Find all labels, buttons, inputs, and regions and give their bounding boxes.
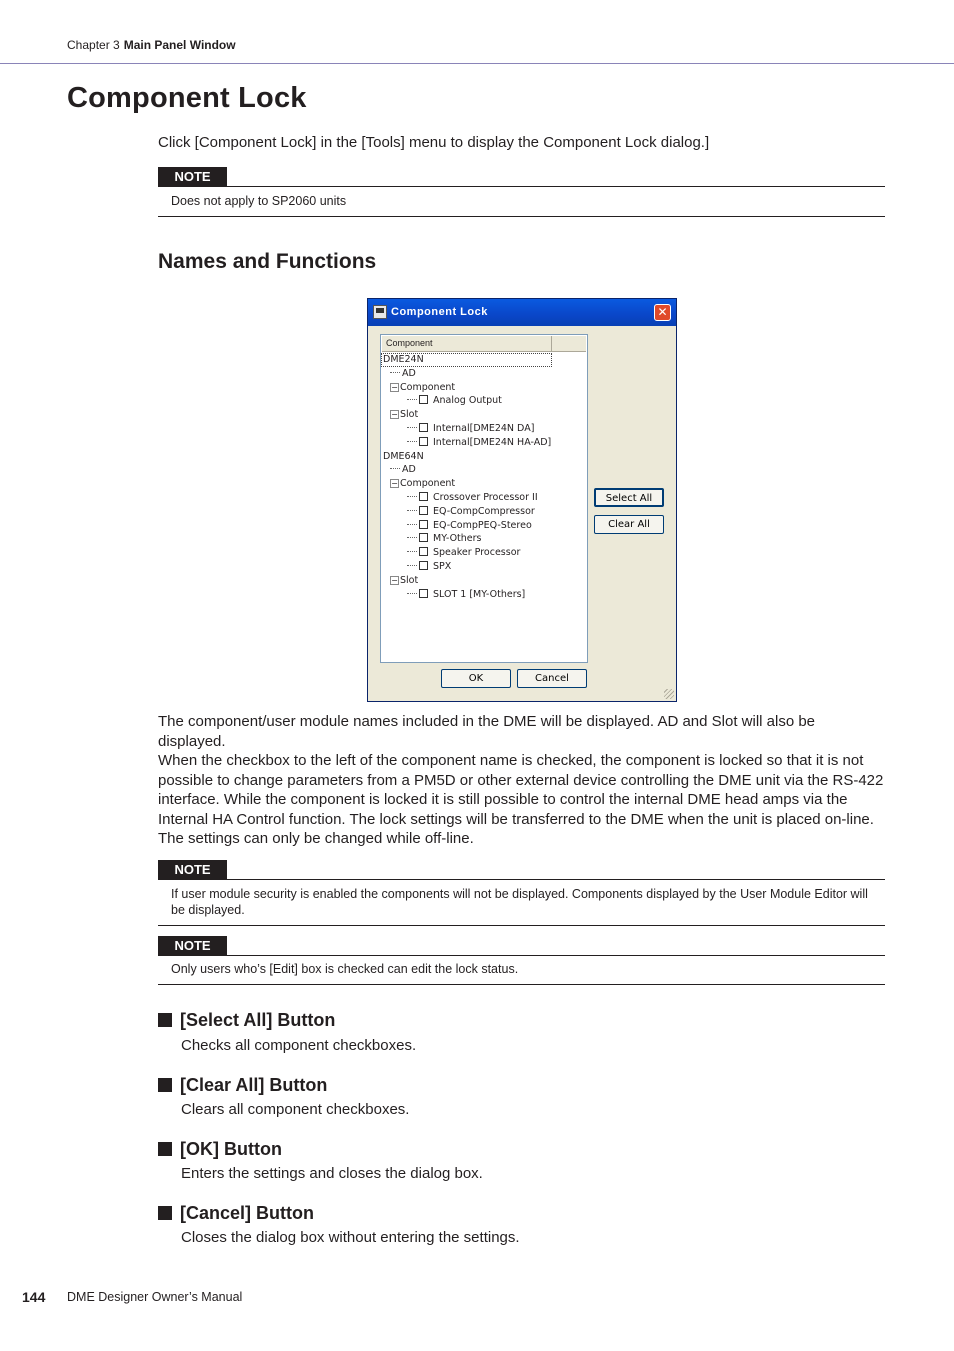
note-rule-bottom xyxy=(158,216,885,217)
tree-item-label: Crossover Processor II xyxy=(433,492,538,503)
tree-item-folder xyxy=(390,408,418,421)
tree-branch-icon xyxy=(407,427,417,428)
tree-item-label: Slot xyxy=(400,574,419,586)
lock-checkbox[interactable] xyxy=(419,423,428,432)
manual-title: DME Designer Owner’s Manual xyxy=(67,1290,243,1304)
tree-item-label: Analog Output xyxy=(433,395,502,407)
tree-item-device xyxy=(383,450,424,463)
clear-all-button[interactable]: Clear All xyxy=(594,515,664,534)
item-title: [Clear All] Button xyxy=(180,1075,328,1095)
tree-item-folder xyxy=(390,477,455,490)
tree-item-label: DME64N xyxy=(383,450,424,462)
select-all-button[interactable]: Select All xyxy=(594,488,664,507)
lock-checkbox[interactable] xyxy=(419,437,428,446)
tree-item-label: Internal[DME24N DA] xyxy=(433,423,535,434)
chapter-header xyxy=(67,38,236,52)
note-label: NOTE xyxy=(158,167,227,187)
square-bullet-icon xyxy=(158,1142,172,1156)
tree-branch-icon xyxy=(407,510,417,511)
body-paragraph: The component/user module names included in the DME will be displayed. AD and Slot will also be displayed. When the checkbox to the left of the component name is checked, the component is locked so that it is not possible to change parameters from a PM5D or other external device controlling the DME unit via the RS-422 interface. While the component is locked it is still possible to control the internal DME head amps via the Internal HA Control function. The lock settings will be transferred to the DME when the unit is placed on-line. The settings can only be changed while off-line. xyxy=(158,713,884,847)
tree-item-leaf xyxy=(390,463,416,476)
tree-branch-icon xyxy=(407,537,417,538)
item-desc-cancel: Closes the dialog box without entering the settings. xyxy=(181,1229,520,1246)
square-bullet-icon xyxy=(158,1206,172,1220)
tree-item-leaf xyxy=(390,367,416,380)
tree-item-check[interactable] xyxy=(407,532,482,545)
tree-item-label: EQ-CompPEQ-Stereo xyxy=(433,519,532,531)
note-text: If user module security is enabled the components will not be displayed. Components displayed by the User Module Editor will be displayed. xyxy=(171,887,868,917)
tree-item-check[interactable] xyxy=(407,519,532,532)
item-heading-ok xyxy=(158,1139,282,1160)
tree-item-label: Component xyxy=(400,478,456,490)
intro-text: Click [Component Lock] in the [Tools] menu to display the Component Lock dialog.] xyxy=(158,134,710,151)
note-1 xyxy=(158,167,885,217)
tree-item-check[interactable] xyxy=(407,588,525,601)
item-desc-clear-all: Clears all component checkboxes. xyxy=(181,1101,410,1118)
tree-item-check[interactable] xyxy=(407,560,451,573)
tree-item-label: Slot xyxy=(400,409,419,421)
tree-item-label: Speaker Processor xyxy=(433,547,521,559)
lock-checkbox[interactable] xyxy=(419,547,428,556)
note-2 xyxy=(158,860,885,926)
dialog-titlebar[interactable] xyxy=(368,299,676,326)
ok-button[interactable]: OK xyxy=(441,669,511,688)
note-3 xyxy=(158,936,885,985)
item-desc-select-all: Checks all component checkboxes. xyxy=(181,1037,417,1054)
chapter-label: Chapter 3 xyxy=(67,38,120,52)
component-tree[interactable] xyxy=(380,334,588,663)
component-lock-dialog xyxy=(367,298,677,702)
item-title: [OK] Button xyxy=(180,1139,282,1159)
tree-item-check[interactable] xyxy=(407,505,535,518)
lock-checkbox[interactable] xyxy=(419,395,428,404)
note-label: NOTE xyxy=(158,936,227,956)
collapse-icon[interactable]: − xyxy=(391,410,398,420)
section-title: Names and Functions xyxy=(158,250,377,273)
close-icon[interactable]: ✕ xyxy=(654,304,671,321)
item-desc-ok: Enters the settings and closes the dialog box. xyxy=(181,1165,483,1182)
tree-branch-icon xyxy=(407,551,417,552)
note-text: Only users who’s [Edit] box is checked can edit the lock status. xyxy=(171,962,519,976)
column-header-component[interactable]: Component xyxy=(382,336,552,352)
tree-branch-icon xyxy=(390,372,400,373)
item-heading-cancel xyxy=(158,1203,314,1224)
square-bullet-icon xyxy=(158,1013,172,1027)
note-rule-top xyxy=(158,955,885,956)
tree-branch-icon xyxy=(407,524,417,525)
tree-branch-icon xyxy=(407,496,417,497)
note-rule-bottom xyxy=(158,984,885,985)
note-rule-top xyxy=(158,186,885,187)
tree-item-device xyxy=(383,353,424,366)
tree-item-check[interactable] xyxy=(407,546,520,559)
note-rule-bottom xyxy=(158,925,885,926)
dialog-title: Component Lock xyxy=(391,306,488,318)
header-rule xyxy=(0,63,954,64)
tree-branch-icon xyxy=(407,399,417,400)
lock-checkbox[interactable] xyxy=(419,561,428,570)
resize-grip-icon[interactable] xyxy=(664,689,674,699)
note-label: NOTE xyxy=(158,860,227,880)
collapse-icon[interactable]: − xyxy=(391,382,398,392)
page-number: 144 xyxy=(22,1289,46,1305)
tree-item-check[interactable] xyxy=(407,436,551,449)
tree-item-label: AD xyxy=(402,464,416,476)
tree-item-label: MY-Others xyxy=(433,533,482,545)
lock-checkbox[interactable] xyxy=(419,533,428,542)
column-header-blank xyxy=(552,336,586,352)
collapse-icon[interactable]: − xyxy=(391,575,398,585)
tree-item-label: DME24N xyxy=(383,354,424,365)
tree-item-label: Internal[DME24N HA-AD] xyxy=(433,436,552,448)
note-text: Does not apply to SP2060 units xyxy=(171,194,347,208)
lock-checkbox[interactable] xyxy=(419,506,428,515)
tree-branch-icon xyxy=(390,468,400,469)
page-title: Component Lock xyxy=(67,82,307,114)
tree-branch-icon xyxy=(407,441,417,442)
tree-item-folder xyxy=(390,574,418,587)
tree-item-label: EQ-CompCompressor xyxy=(433,505,535,517)
square-bullet-icon xyxy=(158,1078,172,1092)
collapse-icon[interactable]: − xyxy=(391,479,398,489)
chapter-title: Main Panel Window xyxy=(123,38,236,52)
tree-branch-icon xyxy=(407,593,417,594)
lock-checkbox[interactable] xyxy=(419,589,428,598)
tree-branch-icon xyxy=(407,565,417,566)
app-icon xyxy=(373,305,387,319)
tree-item-check[interactable] xyxy=(407,422,534,435)
tree-item-label: SPX xyxy=(433,561,452,572)
cancel-button[interactable]: Cancel xyxy=(517,669,587,688)
lock-checkbox[interactable] xyxy=(419,520,428,529)
tree-item-check[interactable] xyxy=(407,394,502,407)
tree-item-folder xyxy=(390,381,455,394)
item-title: [Select All] Button xyxy=(180,1010,336,1030)
tree-item-label: AD xyxy=(402,367,416,379)
item-heading-select-all xyxy=(158,1010,335,1031)
item-title: [Cancel] Button xyxy=(180,1203,314,1223)
tree-item-label: SLOT 1 [MY-Others] xyxy=(433,588,526,600)
item-heading-clear-all xyxy=(158,1075,327,1096)
tree-item-label: Component xyxy=(400,381,456,393)
lock-checkbox[interactable] xyxy=(419,492,428,501)
tree-item-check[interactable] xyxy=(407,491,538,504)
note-rule-top xyxy=(158,879,885,880)
